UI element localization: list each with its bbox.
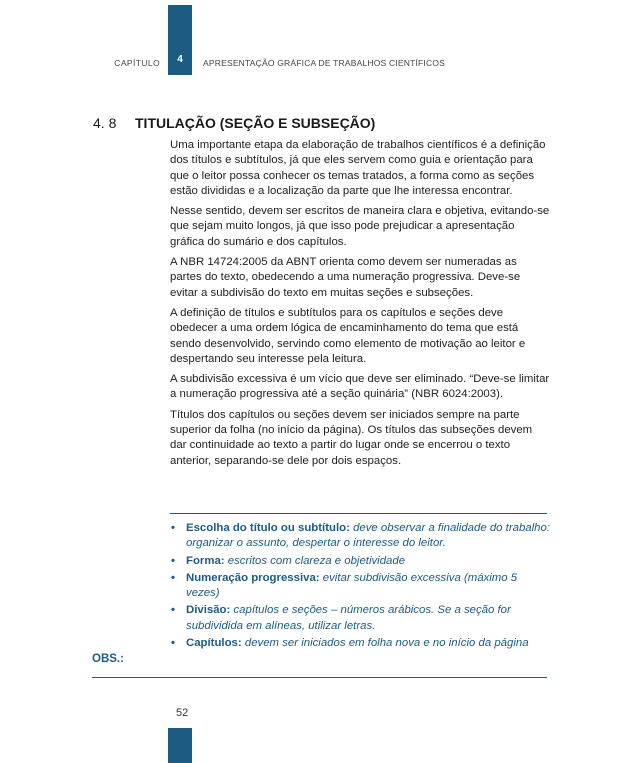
paragraph: A definição de títulos e subtítulos para os capítulos e seções deve obedecer a uma ordem lógica de encaminhamento do tema que está sendo desenvolvido, servindo como elemento de motivação ao leitor e despertando seu interesse pela leitura. xyxy=(170,306,526,365)
obs-term: Forma: xyxy=(186,554,225,567)
paragraph: Títulos dos capítulos ou seções devem ser iniciados sempre na parte superior da folha (no início da página). Os títulos das subseções devem dar continuidade ao texto a partir do lugar onde se encerrou o texto anterior, separando-se dele por dois espaços. xyxy=(170,408,533,467)
obs-box-bottom-rule xyxy=(92,677,547,678)
bullet-icon: • xyxy=(171,604,175,617)
obs-term: Escolha do título ou subtítulo: xyxy=(186,522,350,534)
obs-item xyxy=(170,571,550,602)
page-number: 52 xyxy=(176,707,189,719)
obs-desc: capítulos e seções – números arábicos. Se a seção for subdividida em alíneas, utilizar letras. xyxy=(186,604,511,632)
body-text xyxy=(170,138,550,474)
paragraph: Uma importante etapa da elaboração de trabalhos científicos é a definição dos títulos e subtítulos, já que eles servem como guia e orientação para que o leitor possa conhecer os temas tratados, a forma como as seções estão divididas e a localização da parte que lhe interessa encontrar. xyxy=(170,139,546,197)
obs-desc: deve observar a finalidade do trabalho: organizar o assunto, despertar o interesse do leitor. xyxy=(186,522,551,550)
obs-list xyxy=(170,521,550,653)
obs-item xyxy=(170,521,550,552)
obs-item xyxy=(170,603,550,634)
obs-box-top-rule xyxy=(170,513,547,514)
obs-term: Capítulos: xyxy=(186,637,242,650)
obs-desc: escritos com clareza e objetividade xyxy=(227,554,406,567)
bullet-icon: • xyxy=(171,522,175,534)
running-title: APRESENTAÇÃO GRÁFICA DE TRABALHOS CIENTÍFICOS xyxy=(203,58,446,68)
obs-item xyxy=(170,554,550,569)
obs-term: Divisão: xyxy=(186,604,231,617)
chapter-number: 4 xyxy=(177,54,183,65)
bullet-icon: • xyxy=(171,554,175,567)
paragraph: A subdivisão excessiva é um vício que deve ser eliminado. “Deve-se limitar a numeração progressiva até a seção quinária” (NBR 6024:2003). xyxy=(170,373,550,401)
obs-label: OBS.: xyxy=(92,653,124,665)
section-number: 4. 8 xyxy=(93,115,117,131)
footer-tab-bar xyxy=(168,728,192,763)
section-title: TITULAÇÃO (SEÇÃO E SUBSEÇÃO) xyxy=(135,115,376,131)
obs-item xyxy=(170,636,550,651)
obs-desc: devem ser iniciados em folha nova e no início da página xyxy=(244,637,529,650)
bullet-icon: • xyxy=(171,637,175,650)
chapter-label: CAPÍTULO xyxy=(114,58,160,68)
obs-term: Numeração progressiva: xyxy=(186,571,320,584)
paragraph: A NBR 14724:2005 da ABNT orienta como devem ser numeradas as partes do texto, obedecendo a uma numeração progressiva. Deve-se evitar a subdivisão do texto em muitas seções e subseções. xyxy=(170,256,521,299)
bullet-icon: • xyxy=(171,571,175,584)
obs-desc: evitar subdivisão excessiva (máximo 5 vezes) xyxy=(186,571,518,600)
paragraph: Nesse sentido, devem ser escritos de maneira clara e objetiva, evitando-se que sejam muito longos, já que isso pode prejudicar a apresentação gráfica do sumário e dos capítulos. xyxy=(170,205,550,248)
